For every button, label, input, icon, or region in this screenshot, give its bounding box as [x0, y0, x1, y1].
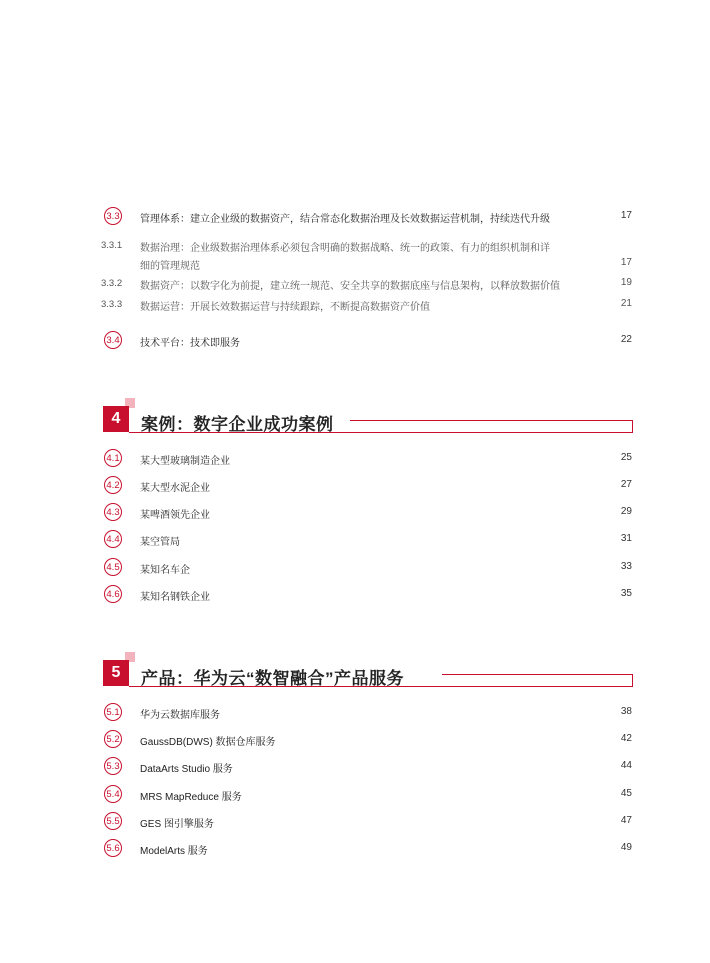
- toc-title: 某知名钢铁企业: [140, 592, 210, 603]
- toc-title: GES 图引擎服务: [140, 819, 214, 830]
- toc-title: 数据运营：开展长效数据运营与持续跟踪，不断提高数据资产价值: [140, 302, 430, 313]
- subsection-number: 3.3.1: [101, 240, 123, 251]
- toc-title: GaussDB(DWS) 数据仓库服务: [140, 737, 276, 748]
- toc-page: 27: [620, 479, 632, 490]
- toc-page: 42: [620, 733, 632, 744]
- toc-title: 某啤酒领先企业: [140, 510, 210, 521]
- section-badge: 4.2: [104, 476, 122, 494]
- toc-page: 19: [620, 277, 632, 288]
- toc-page: 17: [620, 257, 632, 268]
- toc-title: 某大型水泥企业: [140, 483, 210, 494]
- toc-title-line2: 细的管理规范: [140, 261, 200, 272]
- toc-title: ModelArts 服务: [140, 846, 208, 857]
- section-badge: 5.1: [104, 703, 122, 721]
- section-badge: 4.4: [104, 530, 122, 548]
- section-badge: 4.3: [104, 503, 122, 521]
- toc-title: 管理体系：建立企业级的数据资产，结合常态化数据治理及长效数据运营机制，持续迭代升级: [140, 214, 550, 225]
- toc-title: 华为云数据库服务: [140, 710, 220, 721]
- chapter-number: 5: [103, 660, 129, 686]
- section-badge: 3.4: [104, 331, 122, 349]
- toc-page: 38: [620, 706, 632, 717]
- toc-page: 22: [620, 334, 632, 345]
- section-badge: 5.2: [104, 730, 122, 748]
- toc-title: 某知名车企: [140, 565, 190, 576]
- chapter-title: 产品：华为云“数智融合”产品服务: [141, 669, 404, 688]
- toc-title: MRS MapReduce 服务: [140, 792, 242, 803]
- chapter-number: 4: [103, 406, 129, 432]
- toc-page: 35: [620, 588, 632, 599]
- section-badge: 4.1: [104, 449, 122, 467]
- section-badge: 5.4: [104, 785, 122, 803]
- toc-title: 某大型玻璃制造企业: [140, 456, 230, 467]
- section-badge: 5.3: [104, 757, 122, 775]
- toc-title: 技术平台：技术即服务: [140, 338, 240, 349]
- toc-page: 25: [620, 452, 632, 463]
- toc-page: 31: [620, 533, 632, 544]
- subsection-number: 3.3.3: [101, 299, 123, 310]
- toc-page: 45: [620, 788, 632, 799]
- toc-title: 某空管局: [140, 537, 180, 548]
- toc-title: DataArts Studio 服务: [140, 764, 233, 775]
- chapter-bracket: [129, 674, 633, 687]
- toc-page: 44: [620, 760, 632, 771]
- section-badge: 3.3: [104, 207, 122, 225]
- chapter-bracket: [129, 420, 633, 433]
- subsection-number: 3.3.2: [101, 278, 123, 289]
- toc-title-line1: 数据治理：企业级数据治理体系必须包含明确的数据战略、统一的政策、有力的组织机制和详: [140, 243, 550, 254]
- toc-page: 29: [620, 506, 632, 517]
- section-badge: 5.5: [104, 812, 122, 830]
- section-badge: 4.5: [104, 558, 122, 576]
- toc-title: 数据资产：以数字化为前提，建立统一规范、安全共享的数据底座与信息架构，以释放数据价值: [140, 281, 560, 292]
- section-badge: 4.6: [104, 585, 122, 603]
- toc-page: 33: [620, 561, 632, 572]
- toc-page: 17: [620, 210, 632, 221]
- toc-page: 21: [620, 298, 632, 309]
- toc-page: 47: [620, 815, 632, 826]
- chapter-title: 案例：数字企业成功案例: [141, 415, 334, 434]
- section-badge: 5.6: [104, 839, 122, 857]
- toc-page: 49: [620, 842, 632, 853]
